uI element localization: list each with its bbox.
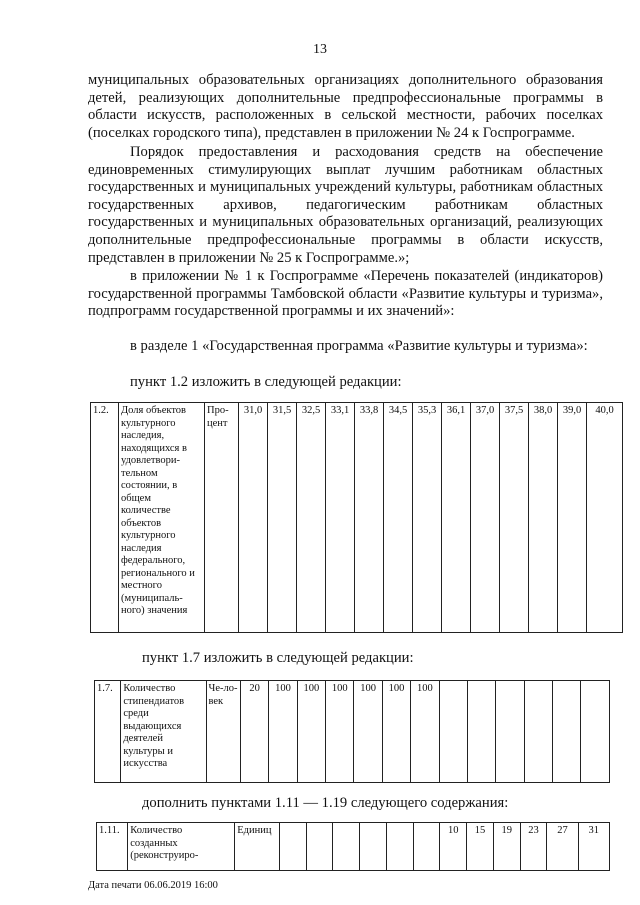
value-cell: 31 — [578, 823, 609, 871]
value-cell: 37,5 — [500, 403, 529, 633]
paragraph-1: муниципальных образовательных организациях дополнительного образования детей, реализующих дополнительные предпрофессиональные программы в области искусств, расположенных в сельской местности, рабочих поселках (поселках городского типа), представлен в приложении № 24 к Госпрограмме. — [88, 72, 603, 141]
paragraph-4: в разделе 1 «Государственная программа «Развитие культуры и туризма»: — [130, 338, 588, 354]
unit: Единиц — [235, 823, 280, 871]
value-cell — [581, 681, 610, 783]
value-cell: 23 — [520, 823, 547, 871]
paragraph-3: в приложении № 1 к Госпрограмме «Перечень показателей (индикаторов) государственной программы Тамбовской области «Развитие культуры и туризма», подпрограмм государственной программы и их значений»: — [88, 268, 603, 320]
row-number: 1.7. — [95, 681, 121, 783]
indicator-name: Количество стипендиатов среди выдающихся деятелей культуры и искусства — [121, 681, 206, 783]
table-item-1-11 — [96, 822, 610, 871]
value-cell — [553, 681, 581, 783]
row-number: 1.11. — [97, 823, 128, 871]
value-cell: 39,0 — [558, 403, 587, 633]
value-cell: 31,5 — [268, 403, 297, 633]
table-row — [95, 681, 610, 783]
value-cell: 27 — [547, 823, 578, 871]
value-cell: 32,5 — [297, 403, 326, 633]
value-cell: 100 — [382, 681, 410, 783]
row-number: 1.2. — [91, 403, 119, 633]
unit: Че-ло-век — [206, 681, 240, 783]
value-cell — [333, 823, 360, 871]
value-cell: 100 — [411, 681, 439, 783]
value-cell — [413, 823, 440, 871]
table-row — [97, 823, 610, 871]
value-cell — [386, 823, 413, 871]
value-cell: 100 — [354, 681, 382, 783]
value-cell: 100 — [326, 681, 354, 783]
value-cell — [360, 823, 387, 871]
unit: Про-цент — [205, 403, 239, 633]
print-date: Дата печати 06.06.2019 16:00 — [88, 880, 218, 891]
value-cell — [439, 681, 467, 783]
value-cell — [467, 681, 495, 783]
value-cell: 33,8 — [355, 403, 384, 633]
page-number: 13 — [313, 42, 327, 57]
value-cell: 19 — [493, 823, 520, 871]
value-cell: 34,5 — [384, 403, 413, 633]
value-cell: 38,0 — [529, 403, 558, 633]
paragraph-2: Порядок предоставления и расходования средств на обеспечение единовременных стимулирующих выплат лучшим работникам областных государственных и муниципальных учреждений культуры, работникам областных государственных архивов, педагогическим работникам областных государственных и муниципальных образовательных организаций, реализующих дополнительные предпрофессиональные программы в области искусств, представлен в приложении № 25 к Госпрограмме.»; — [88, 144, 603, 266]
value-cell — [496, 681, 524, 783]
value-cell: 100 — [269, 681, 297, 783]
indicator-name: Доля объектов культурного наследия, находящихся в удовлетвори-тельном состоянии, в общем количестве объектов культурного наследия федерального, регионального и местного (муниципаль-ного) значения — [119, 403, 205, 633]
value-cell: 36,1 — [442, 403, 471, 633]
heading-item-1-11: дополнить пунктами 1.11 — 1.19 следующего содержания: — [142, 795, 509, 811]
value-cell: 37,0 — [471, 403, 500, 633]
value-cell: 35,3 — [413, 403, 442, 633]
value-cell: 31,0 — [239, 403, 268, 633]
heading-item-1-7: пункт 1.7 изложить в следующей редакции: — [142, 650, 414, 666]
value-cell — [306, 823, 333, 871]
value-cell: 20 — [240, 681, 268, 783]
value-cell: 33,1 — [326, 403, 355, 633]
heading-item-1-2: пункт 1.2 изложить в следующей редакции: — [130, 374, 402, 390]
table-row — [91, 403, 623, 633]
value-cell — [279, 823, 306, 871]
table-item-1-2 — [90, 402, 623, 633]
value-cell: 100 — [297, 681, 325, 783]
value-cell: 15 — [467, 823, 494, 871]
indicator-name: Количество созданных (реконструиро- — [128, 823, 235, 871]
table-item-1-7 — [94, 680, 610, 783]
value-cell: 40,0 — [587, 403, 623, 633]
value-cell: 10 — [440, 823, 467, 871]
value-cell — [524, 681, 552, 783]
